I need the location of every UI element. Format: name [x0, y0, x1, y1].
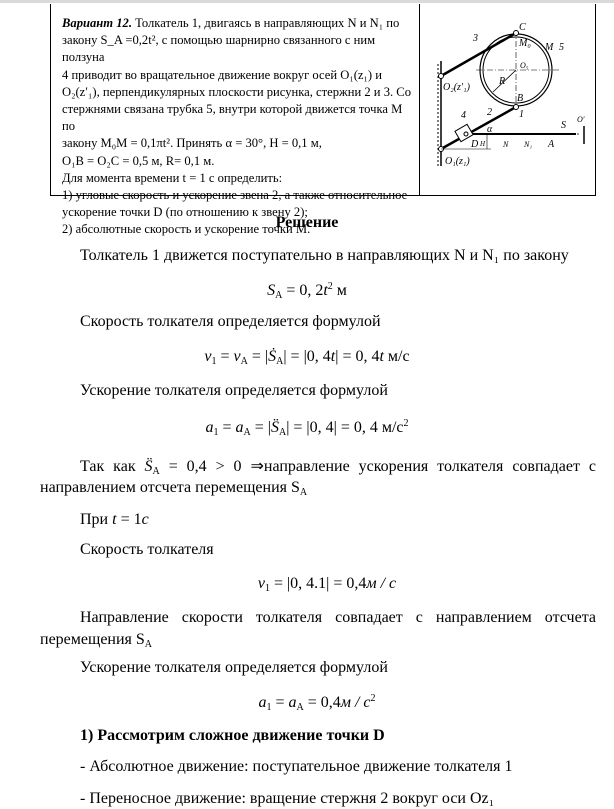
paragraph: Скорость толкателя [80, 541, 214, 558]
task-line: Для момента времени t = 1 с определить: [62, 170, 283, 185]
task-line: закону S_A =0,2t², с помощью шарнирно связанного с ним ползуна [62, 33, 376, 65]
task-line [62, 15, 412, 32]
formula-part: A [296, 702, 304, 713]
formula-part: Ṡ [268, 348, 277, 365]
formula-part: = | [250, 419, 271, 436]
formula-part: t [112, 511, 117, 528]
label-a: A [548, 139, 555, 150]
paragraph [40, 609, 596, 627]
label-2: 2 [487, 107, 492, 118]
formula-acceleration [0, 418, 614, 438]
formula-part: = 0,4 [303, 694, 341, 711]
paragraph: Ускорение толкателя определяется формулой [80, 382, 388, 399]
formula-a1 [10, 693, 614, 713]
formula-part: v [257, 575, 265, 592]
formula-part: 1 [211, 356, 217, 367]
formula-part: 1 [213, 427, 219, 438]
paragraph [40, 479, 307, 498]
formula-part: м / с [340, 694, 371, 711]
paragraph: Скорость толкателя определяется формулой [80, 313, 381, 330]
formula-part: = [271, 694, 289, 711]
formula-part: a [258, 694, 267, 711]
task-line: закону M₀M = 0,1πt². Принять α = 30°, H = 0,1 м, [62, 136, 322, 151]
rod-3 [441, 33, 516, 76]
formula-part: = [216, 348, 234, 365]
task-statement [62, 15, 412, 239]
task-line: 1) угловые скорость и ускорение звена 2, а также относительное [62, 188, 408, 203]
label-n: N [503, 140, 509, 149]
table-divider [419, 4, 420, 195]
label-o5: O₅ [520, 61, 529, 70]
formula-part: c [141, 511, 149, 528]
label-d: D [471, 139, 479, 150]
task-line: O₂(z′₁), перпендикулярных плоскости рисунка, стержни 2 и 3. Со [62, 84, 411, 99]
paragraph [80, 511, 149, 529]
formula-part: | = |0, 4 [283, 348, 331, 365]
bullet: - Абсолютное движение: поступательное движение толкателя 1 [80, 758, 513, 775]
paragraph [40, 456, 596, 477]
label-o1: O₁(z₁) [445, 156, 470, 167]
formula-velocity [0, 348, 614, 367]
formula-v1 [20, 575, 614, 594]
text: направлением отсчета перемещения S [40, 479, 300, 496]
solution-heading: Решение [275, 214, 339, 231]
formula-part: t [323, 282, 328, 299]
text: При [80, 511, 109, 528]
formula-inline [112, 511, 149, 528]
paragraph: Ускорение толкателя определяется формулой [80, 659, 388, 676]
formula-part: a [288, 694, 297, 711]
formula-part: = |0, 4.1| = 0,4 [269, 575, 367, 592]
formula-part: 2 [370, 693, 376, 704]
formula-part: S̈ [270, 419, 279, 436]
formula-part: = 0, 2 [282, 282, 324, 299]
formula-part: м [332, 282, 347, 299]
paragraph [40, 631, 152, 650]
mechanism-figure [421, 6, 593, 186]
label-1: 1 [519, 109, 524, 120]
task-line: ускорение точки D (по отношению к звену 2); [62, 205, 308, 220]
label-o-prime: O′ [577, 115, 585, 124]
formula-inline [145, 458, 264, 475]
task-line: O₁B = O₂C = 0,5 м, R= 0,1 м. [62, 153, 215, 168]
label-alpha: α [487, 124, 493, 135]
formula-part: | = 0, 4 [335, 348, 380, 365]
formula-part: A [152, 466, 160, 477]
formula-part: = | [247, 348, 269, 365]
bullet: - Переносное движение: вращение стержня 2 вокруг оси Oz₁ [80, 790, 495, 807]
variant-label: Вариант 12. [62, 16, 132, 30]
formula-part: t [379, 348, 384, 365]
formula-part: A [275, 290, 283, 301]
formula-part: v [204, 348, 212, 365]
formula-part: A [243, 427, 251, 438]
formula-part: 1 [264, 583, 270, 594]
formula-part: 1 [266, 702, 272, 713]
label-c: C [519, 22, 526, 33]
label-5: 5 [559, 42, 564, 53]
formula-part: м/с [383, 348, 410, 365]
formula-part: A [276, 356, 284, 367]
label-h: H [480, 140, 486, 148]
task-line: 4 приводит во вращательное движение вокруг осей O₁(z₁) и [62, 67, 382, 82]
formula-part: v [233, 348, 241, 365]
formula-part: = [218, 419, 236, 436]
label-b: B [517, 93, 524, 104]
formula-part: = 0,4 > 0 ⇒ [159, 458, 264, 475]
label-m: M [545, 42, 554, 53]
formula-part: = 1 [116, 511, 142, 528]
paragraph: Толкатель 1 движется поступательно в направляющих N и N₁ по закону [80, 247, 569, 264]
formula-part: a [205, 419, 214, 436]
formula-part: A [278, 427, 287, 438]
formula-sa [0, 281, 614, 301]
subscript: A [144, 639, 153, 650]
text: Направление скорости толкателя совпадает с направлением отсчета [80, 609, 596, 626]
formula-part: м / с [366, 575, 397, 592]
formula-part: | = |0, 4| = 0, 4 м/с [286, 419, 404, 436]
formula-part: a [235, 419, 244, 436]
label-n1: N₁ [524, 140, 533, 149]
task-line-text: Толкатель 1, двигаясь в направляющих N и N₁ по [131, 16, 400, 30]
task-line: стержнями связана трубка 5, внутри которой движется точка M по [62, 102, 403, 134]
subscript: A [299, 487, 308, 498]
label-r: R [499, 76, 506, 87]
section-heading: 1) Рассмотрим сложное движение точки D [80, 727, 385, 744]
label-o2: O₂(z′₁) [443, 82, 470, 93]
formula-part: S̈ [144, 458, 153, 475]
label-m0: M₀ [519, 38, 531, 49]
text: Так как [80, 458, 136, 475]
formula-part: A [240, 356, 248, 367]
page-top-edge [0, 0, 614, 3]
label-3: 3 [473, 33, 478, 44]
text: направление ускорения толкателя совпадает с [263, 458, 597, 475]
label-4: 4 [461, 110, 466, 121]
formula-part: S [267, 282, 276, 299]
formula-part: 2 [327, 281, 333, 292]
formula-part: 2 [403, 418, 409, 429]
label-s: S [561, 120, 566, 131]
task-line: 2) абсолютные скорость и ускорение точки M. [62, 222, 311, 237]
formula-part: t [330, 348, 336, 365]
text: перемещения S [40, 631, 145, 648]
